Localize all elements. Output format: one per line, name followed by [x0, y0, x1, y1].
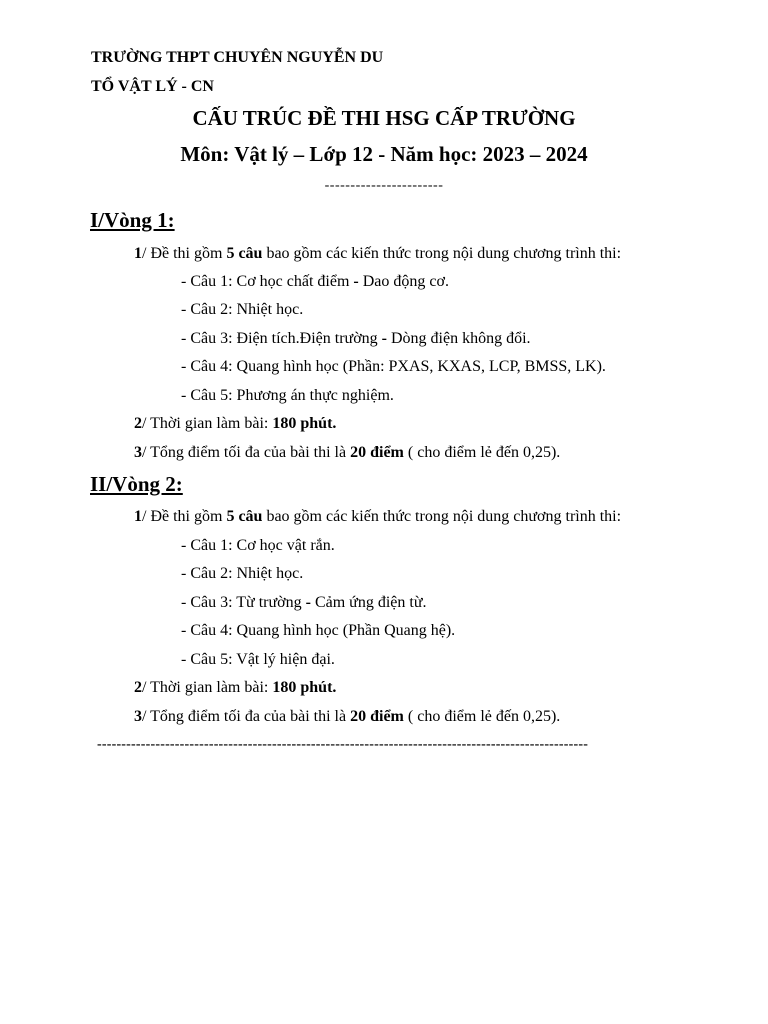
round-2-question-5: - Câu 5: Vật lý hiện đại. — [181, 651, 335, 668]
round-2-question-1: - Câu 1: Cơ học vật rắn. — [181, 537, 335, 554]
round-2-intro: 1/ Đề thi gồm 5 câu bao gồm các kiến thức trong nội dung chương trình thi: — [134, 508, 622, 525]
round-1-question-3: - Câu 3: Điện tích.Điện trường - Dòng điện không đổi. — [181, 330, 531, 347]
department-name: TỔ VẬT LÝ - CN — [91, 78, 214, 95]
round-1-question-1: - Câu 1: Cơ học chất điểm - Dao động cơ. — [181, 273, 449, 290]
round-1-heading: I/Vòng 1: — [90, 208, 175, 232]
document-subtitle: Môn: Vật lý – Lớp 12 - Năm học: 2023 – 2024 — [180, 142, 588, 166]
long-divider: ----------------------------------------------------------------------------------------------------- — [97, 737, 589, 752]
round-2-question-3: - Câu 3: Từ trường - Cảm ứng điện từ. — [181, 594, 427, 611]
school-name: TRƯỜNG THPT CHUYÊN NGUYỄN DU — [91, 49, 384, 66]
round-2-time: 2/ Thời gian làm bài: 180 phút. — [134, 679, 337, 696]
round-2-question-2: - Câu 2: Nhiệt học. — [181, 565, 304, 582]
round-1-score: 3/ Tổng điểm tối đa của bài thi là 20 điểm ( cho điểm lẻ đến 0,25). — [134, 444, 561, 461]
short-divider: ----------------------- — [324, 178, 444, 193]
round-1-question-4: - Câu 4: Quang hình học (Phần: PXAS, KXAS, LCP, BMSS, LK). — [181, 358, 606, 375]
round-1-intro: 1/ Đề thi gồm 5 câu bao gồm các kiến thức trong nội dung chương trình thi: — [134, 245, 622, 262]
document-title: CẤU TRÚC ĐỀ THI HSG CẤP TRƯỜNG — [192, 106, 576, 130]
round-1-question-2: - Câu 2: Nhiệt học. — [181, 301, 304, 318]
round-1-time: 2/ Thời gian làm bài: 180 phút. — [134, 415, 337, 432]
round-2-question-4: - Câu 4: Quang hình học (Phần Quang hệ). — [181, 622, 456, 639]
round-1-question-5: - Câu 5: Phương án thực nghiệm. — [181, 387, 394, 404]
round-2-score: 3/ Tổng điểm tối đa của bài thi là 20 điểm ( cho điểm lẻ đến 0,25). — [134, 708, 561, 725]
round-2-heading: II/Vòng 2: — [90, 472, 183, 496]
